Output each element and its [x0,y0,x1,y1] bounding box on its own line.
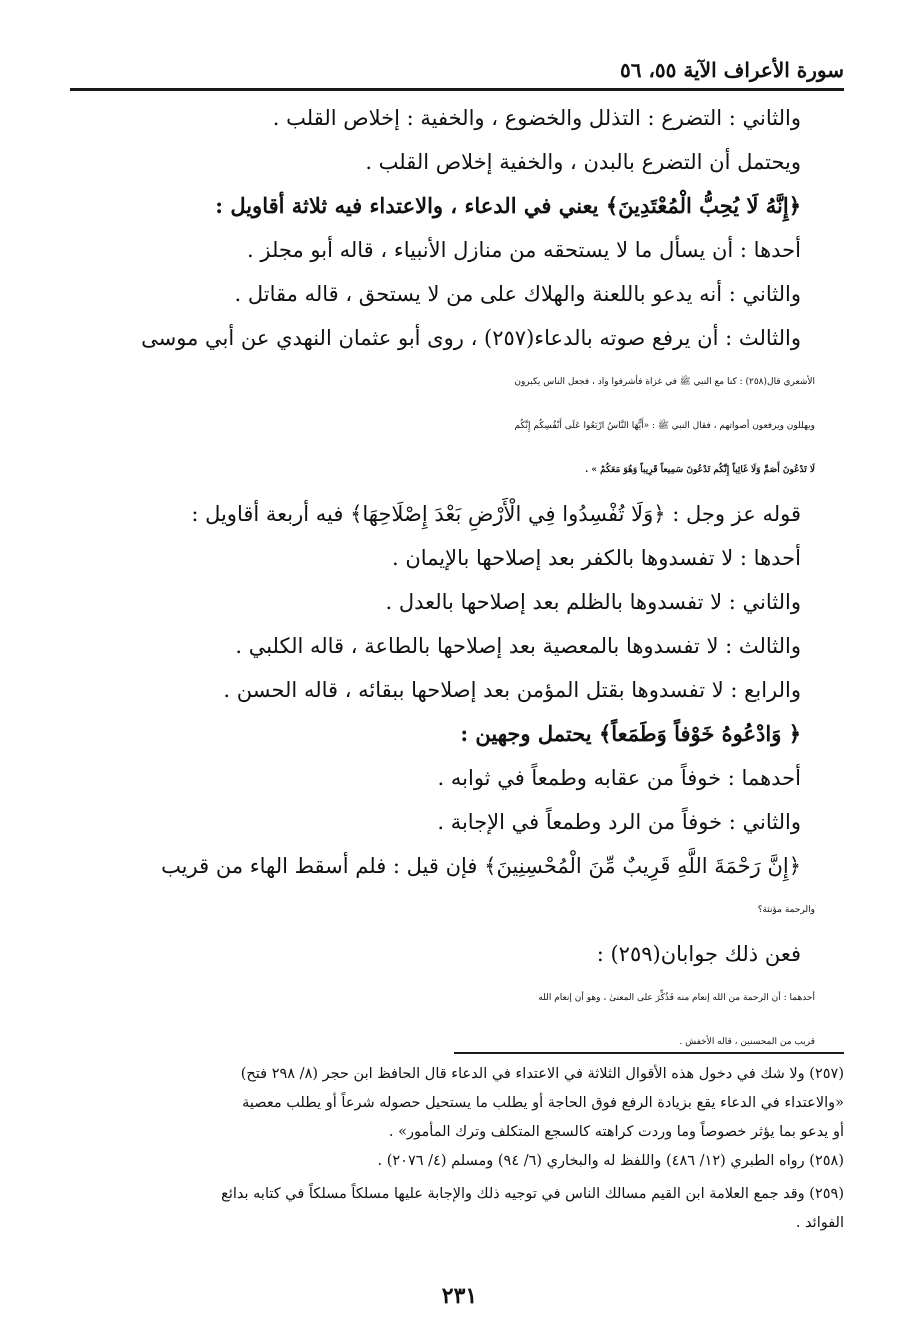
text-line: الأشعري قال(٢٥٨) : كنا مع النبي ﷺ في غزاة فأشرفوا واد ، فجعل الناس يكبرون [514,377,815,387]
text-line: والثاني : التضرع : التذلل والخضوع ، والخفية : إخلاص القلب . [272,106,801,130]
hadith-line: لَا تَدْعُونَ أَصَمَّ وَلَا غَائِباً إِنَّكُم تَدْعُونَ سَمِيعاً قَرِيباً وَهُوَ مَعَكُمْ » . [585,465,815,475]
verse-line: ﴿إِنَّهُ لَا يُحِبُّ الْمُعْتَدِينَ﴾ يعني في الدعاء ، والاعتداء فيه ثلاثة أقاويل : [215,193,801,218]
hadith-line: ويهللون ويرفعون أصواتهم ، فقال النبي ﷺ : «أَيُّهَا النَّاسُ ارْبَعُوا عَلَى أَنْفُسِكُم إِنَّكُم [514,421,815,431]
text-line: والثاني : أنه يدعو باللعنة والهلاك على من لا يستحق ، قاله مقاتل . [234,282,801,306]
text-line: فعن ذلك جوابان(٢٥٩) : [596,942,801,966]
page-number: ٢٣١ [441,1283,478,1309]
footnotes [95,1052,844,1238]
text-line: أحدهما : خوفاً من عقابه وطمعاً في ثوابه . [437,766,801,790]
verse-line: ﴿إِنَّ رَحْمَةَ اللَّهِ قَرِيبٌ مِّنَ الْمُحْسِنِينَ﴾ فإن قيل : فلم أسقط الهاء من قريب [161,854,801,878]
footnote-separator [454,1052,844,1054]
footnote-259: (٢٥٩) وقد جمع العلامة ابن القيم مسالك الناس في توجيه ذلك والإجابة عليها مسلكاً مسلكاً في كتابه بدائع [221,1186,844,1202]
text-line: ويحتمل أن التضرع بالبدن ، والخفية إخلاص القلب . [365,150,801,174]
text-line: قريب من المحسنين ، قاله الأخفش . [679,1037,815,1047]
footnote-257-continued: «والاعتداء في الدعاء يقع بزيادة الرفع فوق الحاجة أو يطلب ما يستحيل حصوله شرعاً أو يطلب معصية [242,1095,844,1111]
verse-line: ﴿ وَادْعُوهُ خَوْفاً وَطَمَعاً﴾ يحتمل وجهين : [460,721,801,746]
text-line: والثالث : أن يرفع صوته بالدعاء(٢٥٧) ، روى أبو عثمان النهدي عن أبي موسى [141,326,801,350]
text-line: والثاني : خوفاً من الرد وطمعاً في الإجابة . [437,810,801,834]
text-line: والثالث : لا تفسدوها بالمعصية بعد إصلاحها بالطاعة ، قاله الكلبي . [235,634,801,658]
text-line: والثاني : لا تفسدوها بالظلم بعد إصلاحها بالعدل . [385,590,801,614]
running-title: سورة الأعراف الآية ٥٥، ٥٦ [620,58,844,82]
verse-line: قوله عز وجل : ﴿وَلَا تُفْسِدُوا فِي الْأَرْضِ بَعْدَ إِصْلَاحِهَا﴾ فيه أربعة أقاويل : [191,502,801,526]
footnote-259-continued: الفوائد . [795,1215,844,1231]
text-line: أحدها : لا تفسدوها بالكفر بعد إصلاحها بالإيمان . [391,546,801,570]
text-line: والرحمة مؤنثة؟ [757,905,815,915]
main-text [85,96,815,1064]
text-line: والرابع : لا تفسدوها بقتل المؤمن بعد إصلاحها ببقائه ، قاله الحسن . [223,678,801,702]
text-line: أحدها : أن يسأل ما لا يستحقه من منازل الأنبياء ، قاله أبو مجلز . [247,238,801,262]
footnote-258: (٢٥٨) رواه الطبري (١٢/ ٤٨٦) واللفظ له والبخاري (٦/ ٩٤) ومسلم (٤/ ٢٠٧٦) . [377,1153,844,1169]
running-header [70,52,844,91]
footnote-257: (٢٥٧) ولا شك في دخول هذه الأقوال الثلاثة في الاعتداء في الدعاء قال الحافظ ابن حجر (٨/ ٢٩٨ فتح) [240,1066,844,1082]
text-line: أحدهما : أن الرحمة من الله إنعام منه فَذُكِّرَ على المعنىٰ ، وهو أن إنعام الله [538,993,815,1003]
footnote-257-continued: أو يدعو بما يؤثر خصوصاً وما وردت كراهته كالسجع المتكلف وترك المأمور» . [388,1124,844,1140]
